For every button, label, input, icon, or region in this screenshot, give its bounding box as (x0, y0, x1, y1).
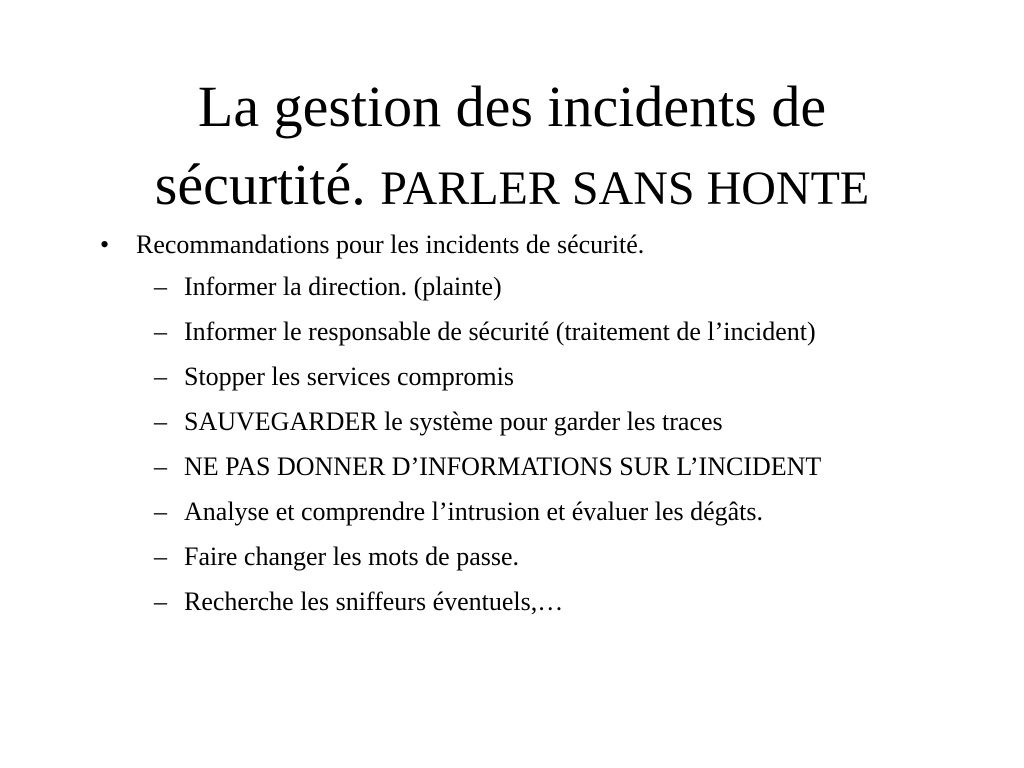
sub-item-text: NE PAS DONNER D’INFORMATIONS SUR L’INCIDENT (184, 452, 822, 481)
sub-item-text: Analyse et comprendre l’intrusion et évaluer les dégâts. (184, 497, 764, 526)
sub-item (98, 495, 874, 529)
sub-list (98, 270, 938, 619)
sub-item (98, 360, 874, 394)
dash-marker: – (154, 497, 167, 526)
title-line-1: La gestion des incidents de (197, 74, 827, 139)
sub-item-text: SAUVEGARDER le système pour garder les traces (184, 407, 723, 436)
sub-item (98, 315, 874, 349)
bullet-item (98, 228, 938, 262)
sub-item-text: Recherche les sniffeurs éventuels,… (184, 587, 564, 616)
dash-marker: – (154, 542, 167, 571)
dash-marker: – (154, 587, 167, 616)
slide-content (98, 228, 938, 630)
title-line-2 (40, 146, 984, 228)
dash-marker: – (154, 272, 167, 301)
sub-item-text: Stopper les services compromis (184, 362, 514, 391)
dash-marker: – (154, 317, 167, 346)
sub-item (98, 270, 874, 304)
title-line-2-upper: PARLER SANS HONTE (380, 162, 870, 215)
sub-item (98, 450, 874, 484)
sub-item-text: Faire changer les mots de passe. (184, 542, 520, 571)
title-line-2-start: sécurtité. (154, 152, 381, 217)
sub-item (98, 540, 874, 574)
dash-marker: – (154, 362, 167, 391)
bullet-text: Recommandations pour les incidents de sécurité. (136, 230, 645, 259)
slide-title (40, 68, 984, 228)
sub-item (98, 405, 874, 439)
sub-list-container (98, 270, 938, 619)
sub-item-text: Informer la direction. (plainte) (184, 272, 502, 301)
sub-item-text: Informer le responsable de sécurité (traitement de l’incident) (184, 317, 816, 346)
bullet-marker: • (100, 230, 110, 259)
dash-marker: – (154, 452, 167, 481)
sub-item (98, 585, 874, 619)
dash-marker: – (154, 407, 167, 436)
